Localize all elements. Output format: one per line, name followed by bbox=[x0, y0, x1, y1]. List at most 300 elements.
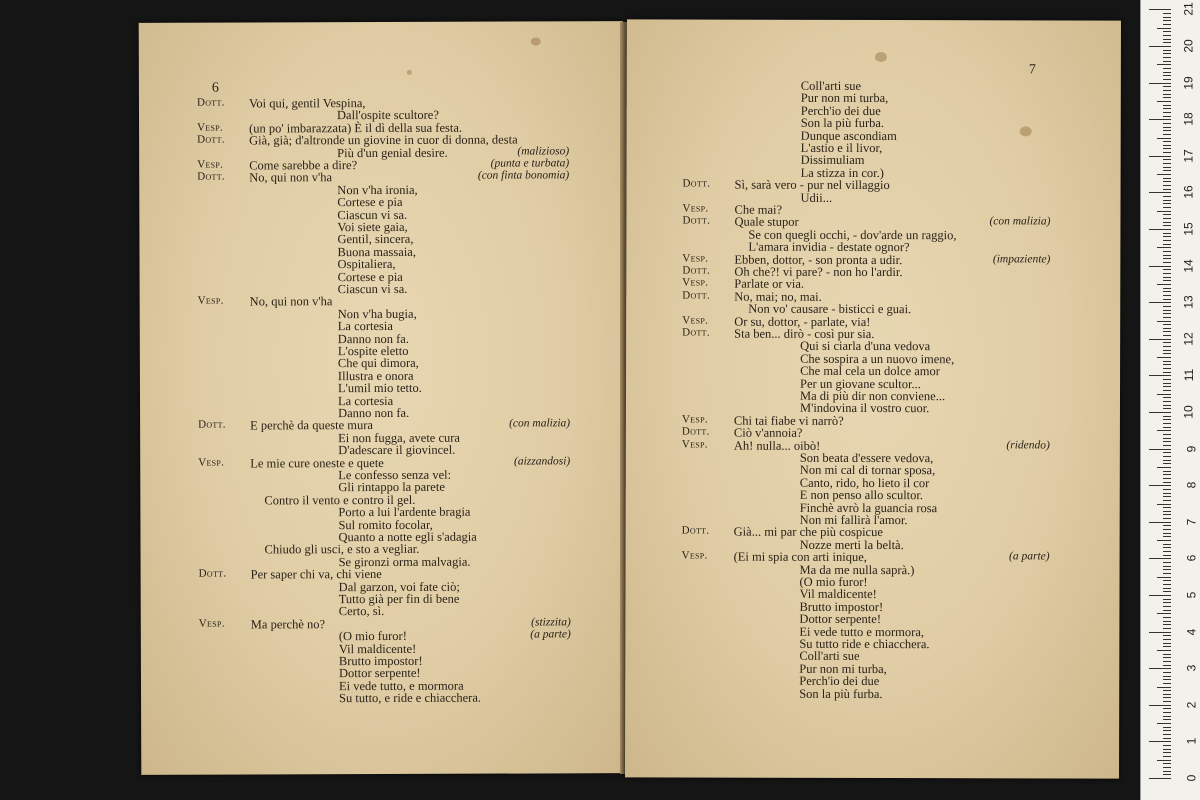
foxing-spot bbox=[1020, 126, 1032, 136]
verse-line: No, mai; no, mai. bbox=[734, 289, 822, 304]
ruler-tick bbox=[1149, 156, 1171, 157]
ruler-tick bbox=[1157, 723, 1171, 724]
speaker-label: Dott. bbox=[682, 326, 710, 339]
speaker-label: Dott. bbox=[197, 133, 225, 146]
ruler-tick bbox=[1163, 408, 1171, 409]
ruler-number: 1 bbox=[1184, 738, 1199, 745]
ruler-tick bbox=[1163, 752, 1171, 753]
ruler-tick bbox=[1163, 474, 1171, 475]
ruler-tick bbox=[1157, 174, 1171, 175]
ruler-tick bbox=[1163, 551, 1171, 552]
verse-line: Parlate or via. bbox=[734, 277, 805, 292]
ruler-tick bbox=[1163, 236, 1171, 237]
verse-line: Non vo' causare - bisticci e guai. bbox=[748, 301, 912, 317]
ruler-tick bbox=[1149, 449, 1171, 450]
verse-line: Qui si ciarla d'una vedova bbox=[800, 339, 931, 354]
ruler-tick bbox=[1163, 350, 1171, 351]
ruler-tick bbox=[1163, 328, 1171, 329]
ruler-tick bbox=[1163, 514, 1171, 515]
verse-line: Che qui dimora, bbox=[337, 356, 419, 371]
measuring-ruler bbox=[1140, 0, 1200, 800]
verse-line: Pur non mi turba, bbox=[800, 91, 889, 106]
stage-direction: (con malizia) bbox=[509, 417, 571, 430]
ruler-tick bbox=[1163, 269, 1171, 270]
verse-line: Non v'ha ironia, bbox=[337, 182, 418, 197]
ruler-tick bbox=[1157, 247, 1171, 248]
ruler-tick bbox=[1163, 573, 1171, 574]
ruler-tick bbox=[1157, 540, 1171, 541]
verse-line: La cortesia bbox=[337, 319, 393, 334]
ruler-tick bbox=[1163, 207, 1171, 208]
ruler-tick bbox=[1163, 672, 1171, 673]
ruler-tick bbox=[1163, 277, 1171, 278]
ruler-tick bbox=[1163, 405, 1171, 406]
ruler-number: 5 bbox=[1184, 591, 1199, 599]
stage-direction: (con finta bonomia) bbox=[477, 169, 570, 183]
ruler-tick bbox=[1163, 478, 1171, 479]
verse-line: Oh che?! vi pare? - non ho l'ardir. bbox=[734, 264, 903, 280]
ruler-tick bbox=[1163, 24, 1171, 25]
ruler-number: 17 bbox=[1181, 149, 1196, 163]
ruler-tick bbox=[1157, 650, 1171, 651]
verse-line: Tutto già per fin di bene bbox=[338, 591, 460, 607]
ruler-tick bbox=[1149, 595, 1171, 596]
ruler-tick bbox=[1163, 599, 1171, 600]
ruler-tick bbox=[1163, 588, 1171, 589]
verse-line: Per saper chi va, chi viene bbox=[250, 567, 382, 582]
ruler-tick bbox=[1163, 185, 1171, 186]
verse-line: Ciò v'annoia? bbox=[733, 425, 803, 441]
ruler-tick bbox=[1163, 178, 1171, 179]
ruler-tick bbox=[1163, 518, 1171, 519]
ruler-tick bbox=[1163, 771, 1171, 772]
ruler-tick bbox=[1163, 258, 1171, 259]
verse-line: Udii... bbox=[800, 190, 833, 205]
ruler-tick bbox=[1149, 46, 1171, 47]
speaker-label: Vesp. bbox=[682, 252, 709, 265]
foxing-spot bbox=[531, 37, 541, 45]
ruler-tick bbox=[1163, 200, 1171, 201]
ruler-tick bbox=[1163, 617, 1171, 618]
ruler-tick bbox=[1163, 17, 1171, 18]
speaker-label: Dott. bbox=[196, 96, 225, 109]
verse-line: L'ospite eletto bbox=[337, 343, 409, 359]
verse-line: Se gironzi orma malvagia. bbox=[338, 554, 471, 569]
ruler-tick bbox=[1163, 621, 1171, 622]
ruler-tick bbox=[1157, 577, 1171, 578]
verse-line: Ebben, dottor, - son pronta a udir. bbox=[734, 252, 903, 267]
verse-line: Più d'un genial desire. bbox=[337, 145, 448, 160]
stage-direction: (aizzandosi) bbox=[513, 454, 571, 468]
ruler-tick bbox=[1163, 602, 1171, 603]
verse-line: Cortese e pia bbox=[337, 195, 403, 210]
ruler-number: 7 bbox=[1184, 518, 1199, 526]
speaker-label: Dott. bbox=[198, 418, 226, 432]
ruler-tick bbox=[1163, 606, 1171, 607]
verse-line: Perch'io dei due bbox=[799, 673, 880, 689]
ruler-tick bbox=[1163, 35, 1171, 36]
verse-line: Ciascun vi sa. bbox=[337, 281, 408, 297]
ruler-tick bbox=[1163, 116, 1171, 117]
ruler-tick bbox=[1163, 496, 1171, 497]
speaker-label: Dott. bbox=[682, 214, 711, 227]
speaker-label: Dott. bbox=[682, 289, 711, 302]
verse-line: Quanto a notte egli s'adagia bbox=[338, 529, 477, 545]
ruler-tick bbox=[1163, 767, 1171, 768]
verse-line: Vil maldicente! bbox=[799, 587, 877, 602]
ruler-tick bbox=[1163, 97, 1171, 98]
verse-line: Canto, rido, ho lieto il cor bbox=[799, 475, 930, 490]
ruler-tick bbox=[1163, 313, 1171, 314]
ruler-tick bbox=[1157, 760, 1171, 761]
speaker-label: Dott. bbox=[198, 567, 227, 580]
ruler-tick bbox=[1163, 639, 1171, 640]
verse-line: Ospitaliera, bbox=[337, 257, 396, 272]
ruler-tick bbox=[1163, 39, 1171, 40]
verse-line: Vil maldicente! bbox=[338, 641, 417, 656]
verse-line: Ciascun vi sa. bbox=[337, 207, 408, 222]
ruler-tick bbox=[1163, 507, 1171, 508]
ruler-tick bbox=[1163, 310, 1171, 311]
ruler-tick bbox=[1163, 218, 1171, 219]
ruler-tick bbox=[1163, 657, 1171, 658]
ruler-tick bbox=[1163, 225, 1171, 226]
ruler-tick bbox=[1163, 331, 1171, 332]
ruler-tick bbox=[1163, 324, 1171, 325]
ruler-number: 13 bbox=[1181, 295, 1196, 309]
right-page-text bbox=[627, 19, 1121, 701]
ruler-tick bbox=[1163, 50, 1171, 51]
ruler-tick bbox=[1163, 335, 1171, 336]
verse-line: Gentil, sincera, bbox=[337, 232, 414, 247]
ruler-tick bbox=[1163, 383, 1171, 384]
verse-line: Perch'io dei due bbox=[800, 103, 881, 118]
verse-line: Ma da me nulla saprà.) bbox=[799, 562, 915, 577]
ruler-tick bbox=[1163, 299, 1171, 300]
speaker-label: Dott. bbox=[682, 177, 711, 190]
ruler-tick bbox=[1149, 522, 1171, 523]
ruler-tick bbox=[1157, 211, 1171, 212]
ruler-tick bbox=[1163, 251, 1171, 252]
ruler-tick bbox=[1163, 306, 1171, 307]
verse-line: Buona massaia, bbox=[337, 244, 416, 259]
ruler-number: 8 bbox=[1184, 481, 1199, 489]
ruler-tick bbox=[1149, 192, 1171, 193]
speaker-label: Vesp. bbox=[681, 438, 708, 451]
ruler-tick bbox=[1157, 101, 1171, 102]
ruler-tick bbox=[1149, 339, 1171, 340]
ruler-tick bbox=[1163, 628, 1171, 629]
verse-line: Ei vede tutto e mormora, bbox=[799, 624, 925, 639]
ruler-tick bbox=[1157, 504, 1171, 505]
stage-direction: (a parte) bbox=[530, 628, 571, 641]
ruler-tick bbox=[1163, 489, 1171, 490]
ruler-tick bbox=[1163, 547, 1171, 548]
verse-line: L'umil mio tetto. bbox=[337, 381, 422, 396]
verse-line: Brutto impostor! bbox=[338, 653, 423, 669]
speaker-label: Vesp. bbox=[198, 456, 225, 469]
ruler-number: 11 bbox=[1181, 369, 1196, 382]
verse-line: Voi siete gaia, bbox=[337, 219, 408, 235]
verse-line: Nozze merti la beltà. bbox=[799, 537, 904, 552]
verse-line: Voi qui, gentil Vespina, bbox=[248, 96, 366, 111]
ruler-tick bbox=[1163, 291, 1171, 292]
ruler-tick bbox=[1163, 163, 1171, 164]
ruler-tick bbox=[1157, 28, 1171, 29]
verse-line: Porto a lui l'ardente bragia bbox=[338, 504, 471, 520]
ruler-tick bbox=[1163, 562, 1171, 563]
verse-line: Se con quegli occhi, - dov'arde un raggio, bbox=[748, 227, 957, 243]
ruler-tick bbox=[1163, 372, 1171, 373]
right-page bbox=[625, 19, 1121, 778]
verse-line: No, qui non v'ha bbox=[249, 294, 333, 309]
speaker-label: Vesp. bbox=[197, 121, 224, 134]
ruler-tick bbox=[1163, 654, 1171, 655]
ruler-tick bbox=[1163, 763, 1171, 764]
ruler-tick bbox=[1163, 196, 1171, 197]
speaker-label: Vesp. bbox=[197, 158, 224, 171]
ruler-tick bbox=[1163, 189, 1171, 190]
stage-direction: (impaziente) bbox=[992, 252, 1051, 266]
verse-line: Ma di più dir non conviene... bbox=[799, 388, 946, 404]
ruler-tick bbox=[1163, 145, 1171, 146]
left-page-text bbox=[139, 21, 623, 706]
verse-line: Non v'ha bugia, bbox=[337, 306, 417, 321]
ruler-tick bbox=[1149, 412, 1171, 413]
ruler-tick bbox=[1163, 167, 1171, 168]
verse-line: Ma perchè no? bbox=[250, 616, 326, 632]
speaker-label: Vesp. bbox=[198, 617, 225, 630]
ruler-tick bbox=[1157, 687, 1171, 688]
ruler-tick bbox=[1163, 141, 1171, 142]
ruler-tick bbox=[1149, 302, 1171, 303]
ruler-tick bbox=[1163, 555, 1171, 556]
verse-line: Chiudo gli usci, e sto a vegliar. bbox=[264, 542, 420, 557]
speaker-label: Vesp. bbox=[682, 276, 709, 289]
speaker-label: Vesp. bbox=[681, 413, 708, 426]
verse-line: Gli rintappo la parete bbox=[338, 480, 445, 495]
ruler-tick bbox=[1149, 375, 1171, 376]
verse-line: Dissimuliam bbox=[800, 153, 865, 168]
ruler-tick bbox=[1163, 460, 1171, 461]
ruler-tick bbox=[1163, 390, 1171, 391]
ruler-tick bbox=[1163, 584, 1171, 585]
ruler-tick bbox=[1163, 493, 1171, 494]
stage-direction: (con malizia) bbox=[989, 215, 1051, 228]
stage-direction: (a parte) bbox=[1009, 550, 1050, 563]
verse-line: Che mal cela un dolce amor bbox=[800, 363, 940, 379]
verse-line: Contro il vento e contro il gel. bbox=[264, 492, 416, 508]
verse-line: Quale stupor bbox=[734, 215, 799, 230]
ruler-number: 21 bbox=[1181, 2, 1196, 17]
speaker-label: Dott. bbox=[197, 170, 225, 184]
ruler-tick bbox=[1163, 170, 1171, 171]
ruler-number: 14 bbox=[1181, 258, 1196, 273]
ruler-tick bbox=[1163, 533, 1171, 534]
page-number: 6 bbox=[211, 80, 219, 96]
ruler-tick bbox=[1163, 635, 1171, 636]
verse-line: La cortesia bbox=[337, 393, 394, 408]
ruler-tick bbox=[1163, 244, 1171, 245]
verse-line: Ei non fugga, avete cura bbox=[338, 430, 460, 445]
ruler-tick bbox=[1163, 419, 1171, 420]
verse-line: Chi tai fiabe vi narrò? bbox=[733, 413, 844, 428]
ruler-tick bbox=[1163, 566, 1171, 567]
verse-line: Ah! nulla... oibò! bbox=[733, 438, 821, 453]
ruler-tick bbox=[1163, 317, 1171, 318]
ruler-tick bbox=[1163, 591, 1171, 592]
ruler-tick bbox=[1163, 745, 1171, 746]
ruler-tick bbox=[1163, 697, 1171, 698]
ruler-tick bbox=[1157, 613, 1171, 614]
ruler-tick bbox=[1163, 90, 1171, 91]
verse-line: Son la più furba. bbox=[800, 115, 885, 131]
ruler-tick bbox=[1163, 353, 1171, 354]
ruler-number: 18 bbox=[1181, 112, 1196, 126]
ruler-number: 0 bbox=[1184, 774, 1199, 782]
ruler-tick bbox=[1163, 280, 1171, 281]
ruler-tick bbox=[1149, 485, 1171, 486]
verse-line: Dottor serpente! bbox=[799, 611, 882, 627]
verse-line: Pur non mi turba, bbox=[799, 661, 887, 676]
ruler-tick bbox=[1163, 646, 1171, 647]
ruler-tick bbox=[1163, 738, 1171, 739]
ruler-tick bbox=[1163, 445, 1171, 446]
verse-line: No, qui non v'ha bbox=[249, 170, 333, 185]
ruler-tick bbox=[1163, 57, 1171, 58]
ruler-number: 20 bbox=[1181, 39, 1196, 53]
ruler-tick bbox=[1163, 112, 1171, 113]
ruler-tick bbox=[1163, 569, 1171, 570]
verse-line: Le mie cure oneste e quete bbox=[250, 455, 384, 471]
ruler-tick bbox=[1163, 756, 1171, 757]
ruler-tick bbox=[1157, 467, 1171, 468]
ruler-tick bbox=[1163, 471, 1171, 472]
verse-line: Coll'arti sue bbox=[800, 78, 862, 93]
ruler-tick bbox=[1163, 255, 1171, 256]
verse-line: Sì, sarà vero - pur nel villaggio bbox=[734, 177, 890, 193]
ruler-number: 15 bbox=[1181, 222, 1196, 236]
ruler-tick bbox=[1163, 749, 1171, 750]
verse-line: Son la più furba. bbox=[799, 686, 883, 701]
ruler-tick bbox=[1163, 690, 1171, 691]
verse-line: D'adescare il giovincel. bbox=[338, 442, 456, 458]
ruler-tick bbox=[1149, 558, 1171, 559]
verse-line: E perchè da queste mura bbox=[250, 418, 373, 433]
ruler-number: 3 bbox=[1184, 664, 1199, 672]
ruler-tick bbox=[1163, 708, 1171, 709]
ruler-tick bbox=[1163, 214, 1171, 215]
verse-line: Danno non fa. bbox=[337, 331, 409, 346]
ruler-tick bbox=[1149, 83, 1171, 84]
verse-line: Su tutto ride e chiacchera. bbox=[799, 636, 930, 652]
ruler-tick bbox=[1163, 159, 1171, 160]
verse-line: (Ei mi spia con arti inique, bbox=[733, 549, 867, 565]
ruler-number: 2 bbox=[1184, 701, 1199, 709]
ruler-tick bbox=[1163, 233, 1171, 234]
stage-direction: (punta e turbata) bbox=[490, 157, 570, 170]
ruler-tick bbox=[1163, 123, 1171, 124]
ruler-tick bbox=[1163, 203, 1171, 204]
ruler-tick bbox=[1163, 53, 1171, 54]
ruler-tick bbox=[1163, 580, 1171, 581]
ruler-tick bbox=[1163, 452, 1171, 453]
ruler-tick bbox=[1149, 741, 1171, 742]
ruler-number: 16 bbox=[1181, 185, 1196, 200]
ruler-tick bbox=[1163, 529, 1171, 530]
speaker-label: Vesp. bbox=[682, 202, 709, 215]
verse-line: Cortese e pia bbox=[337, 269, 403, 284]
ruler-number: 6 bbox=[1184, 555, 1199, 562]
verse-line: (un po' imbarazzata) È il dì della sua festa. bbox=[249, 120, 463, 136]
ruler-tick bbox=[1163, 42, 1171, 43]
ruler-tick bbox=[1163, 401, 1171, 402]
verse-line: Ei vede tutto, e mormora bbox=[338, 678, 464, 693]
ruler-tick bbox=[1163, 288, 1171, 289]
ruler-tick bbox=[1163, 676, 1171, 677]
verse-line: Brutto impostor! bbox=[799, 599, 884, 614]
ruler-tick bbox=[1163, 416, 1171, 417]
ruler-tick bbox=[1157, 64, 1171, 65]
ruler-tick bbox=[1163, 438, 1171, 439]
stage-direction: (ridendo) bbox=[1006, 438, 1050, 452]
ruler-tick bbox=[1163, 536, 1171, 537]
ruler-tick bbox=[1163, 665, 1171, 666]
ruler-tick bbox=[1149, 229, 1171, 230]
ruler-tick bbox=[1163, 342, 1171, 343]
stage-direction: (malizioso) bbox=[517, 144, 570, 158]
verse-line: L'astio e il livor, bbox=[800, 140, 883, 156]
ruler-tick bbox=[1149, 705, 1171, 706]
ruler-tick bbox=[1163, 152, 1171, 153]
ruler-tick bbox=[1163, 482, 1171, 483]
verse-line: Finchè avrò la guancia rosa bbox=[799, 500, 938, 515]
ruler-tick bbox=[1163, 72, 1171, 73]
verse-line: Dal garzon, voi fate ciò; bbox=[338, 579, 460, 594]
speaker-label: Vesp. bbox=[197, 294, 224, 308]
ruler-tick bbox=[1163, 525, 1171, 526]
verse-line: L'amara invidia - destate ognor? bbox=[748, 239, 910, 255]
ruler-tick bbox=[1163, 61, 1171, 62]
ruler-tick bbox=[1163, 94, 1171, 95]
ruler-tick bbox=[1163, 368, 1171, 369]
ruler-tick bbox=[1163, 456, 1171, 457]
ruler-tick bbox=[1163, 127, 1171, 128]
verse-line: Come sarebbe a dire? bbox=[249, 158, 358, 173]
verse-line: Son beata d'essere vedova, bbox=[799, 450, 934, 466]
verse-line: Sul romito focolar, bbox=[338, 517, 433, 532]
ruler-tick bbox=[1163, 75, 1171, 76]
verse-line: Già, già; d'altronde un giovine in cuor di donna, desta bbox=[249, 132, 518, 148]
ruler-tick bbox=[1163, 273, 1171, 274]
verse-line: Già... mi par che più cospicue bbox=[733, 525, 883, 540]
ruler-tick bbox=[1163, 295, 1171, 296]
verse-line: E non penso allo scultor. bbox=[799, 487, 924, 503]
ruler-tick bbox=[1163, 181, 1171, 182]
ruler-tick bbox=[1163, 20, 1171, 21]
ruler-tick bbox=[1163, 694, 1171, 695]
verse-line: Certo, sì. bbox=[338, 604, 385, 619]
speaker-label: Dott. bbox=[681, 425, 710, 438]
verse-line: Non mi fallirà l'amor. bbox=[799, 512, 908, 528]
ruler-tick bbox=[1163, 643, 1171, 644]
verse-line: Che sospira a un nuovo imene, bbox=[800, 351, 955, 367]
speaker-label: Dott. bbox=[681, 524, 710, 537]
ruler-tick bbox=[1157, 430, 1171, 431]
ruler-tick bbox=[1163, 463, 1171, 464]
ruler-tick bbox=[1149, 9, 1171, 10]
verse-line: Dottor serpente! bbox=[338, 666, 421, 681]
